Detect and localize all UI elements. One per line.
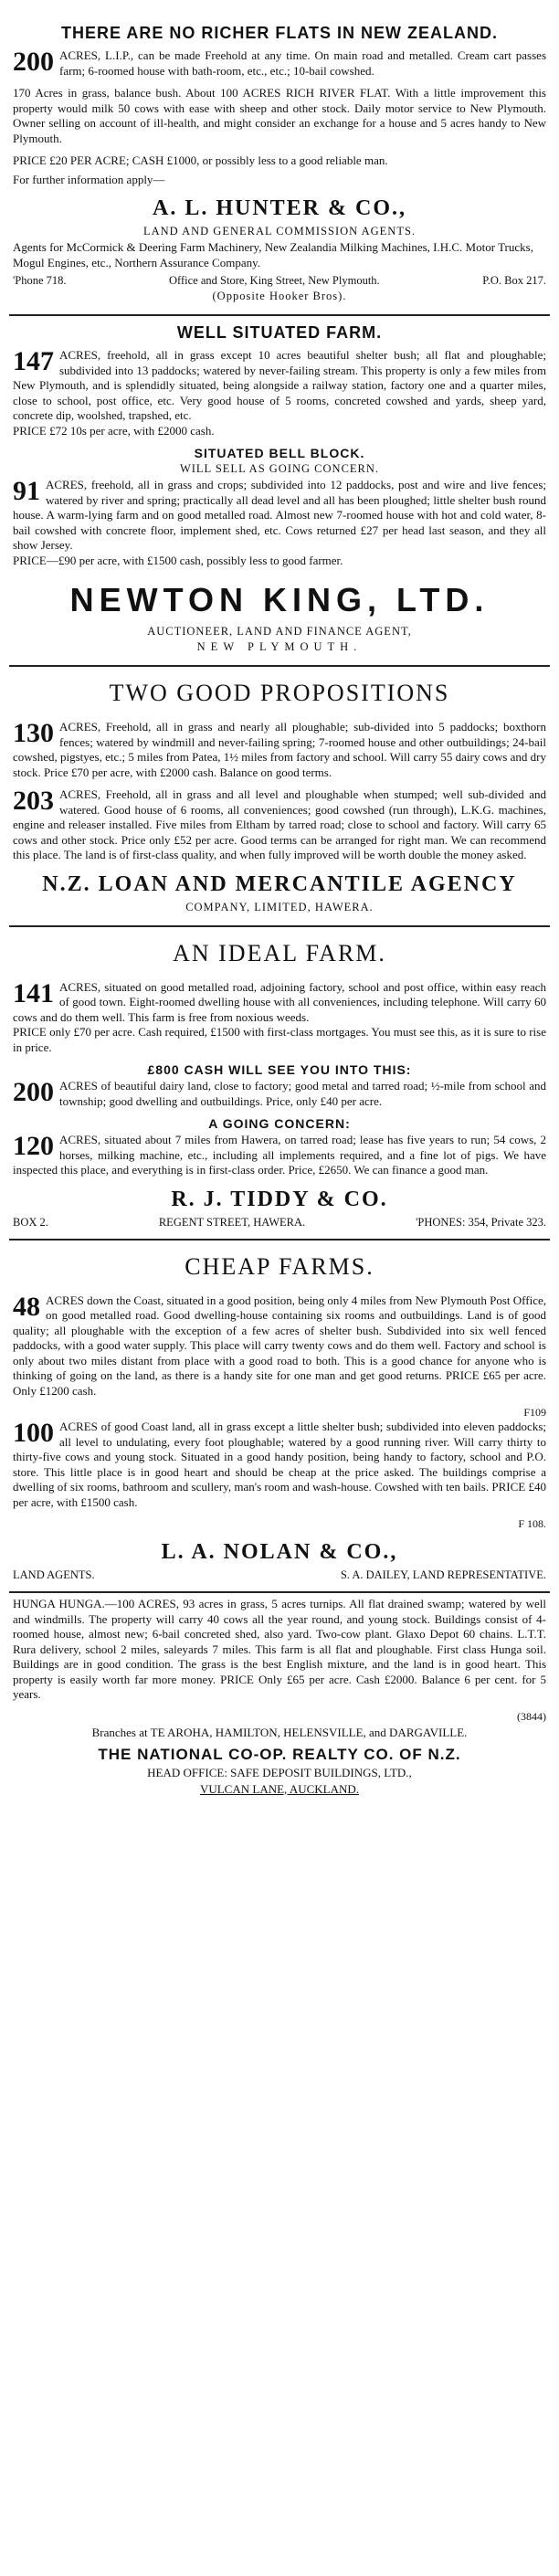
lot-acres: 130 [13,718,54,748]
lot-listing [13,720,546,780]
firm-name: THE NATIONAL CO-OP. REALTY CO. OF N.Z. [98,1745,461,1763]
ad-nolan [9,1240,550,1594]
ad-headline: AN IDEAL FARM. [173,939,386,966]
firm-subtitle: AUCTIONEER, LAND AND FINANCE AGENT, [147,625,412,638]
lot-text: ACRES, situated about 7 miles from Hawera, on tarred road; lease has five years to run; 54 cows, 2 horses, milking machine, etc., including all implements required, and a fine lot of pigs. We have inspected this place, and everything is in first-class order. Price, £2650. We can finance a good man. [13,1133,546,1177]
head-office: HEAD OFFICE: SAFE DEPOSIT BUILDINGS, LTD., [147,1765,412,1779]
lot-listing [13,48,546,79]
lot-acres: 100 [13,1418,54,1448]
firm-name: L. A. NOLAN & CO., [161,1540,398,1564]
lot-acres: 203 [13,786,54,816]
lot-acres: 200 [13,1077,54,1107]
firm-name: NEWTON KING, LTD. [69,581,490,618]
office-address: REGENT STREET, HAWERA. [158,1215,306,1229]
lot-detail: 170 Acres in grass, balance bush. About 100 ACRES RICH RIVER FLAT. With a little improvement this property would milk 50 cows with ease with sheep and other stock. Daily motor service to New Plymouth. Owner selling on account of ill-health, and might consider an exchange for a house and 5 acres handy to New Plymouth. [13,86,546,145]
po-box: BOX 2. [13,1215,48,1229]
newspaper-column [9,0,550,1808]
further-info: For further information apply— [13,172,165,186]
lot-text: ACRES, Freehold, all in grass and all level and ploughable when stumped; well sub-divided and watered. Good house of 6 rooms, all conveniences; good cowshed (run through), L.K.G. machines, engine and releaser installed. Five miles from Eltham by tarred road; close to school and factory. Will carry 65 cows and other stock. Price only £52 per acre. Good terms can be arranged for right man. We can recommend this place. The land is of first-class quality, and when fully improved will be worth double the money asked. [13,787,546,861]
ad-tiddy [9,927,550,1240]
contact-row [13,1216,546,1230]
section-subhead: A GOING CONCERN: [208,1116,351,1131]
ad-hunter [9,16,550,316]
price-line: PRICE £72 10s per acre, with £2000 cash. [13,423,215,438]
section-note: WILL SELL AS GOING CONCERN. [179,462,380,475]
lot-acres: 200 [13,47,54,77]
lot-text: ACRES down the Coast, situated in a good position, being only 4 miles from New Plymouth Post Office, on good metalled road. Good dwelling-house containing six rooms and outbuildings. Land is of good quality; all ploughable with the exception of a few acres of shelter bush. Subdivided into six well fenced paddocks, with a good water supply. This place will carry twenty cows and do them well. Factory and school is only about two miles distant from place with a good road to both. This is a good chance for anyone who is thinking of going on the land, as there is a handy site for one man and get good returns. PRICE £65 per acre. Only £1200 cash. [13,1293,546,1398]
lot-text: ACRES, Freehold, all in grass and nearly all ploughable; sub-divided into 5 paddocks; boxthorn fences; watered by windmill and never-failing spring; 7-roomed house and other outbuildings; 24-bail cowshed, pigstyes, etc.; 5 miles from Patea, 1½ miles from factory and school. Will carry 55 dairy cows and dry stock. Price £70 per acre, with £2000 cash. Balance on good terms. [13,720,546,779]
lot-acres: 48 [13,1291,40,1322]
firm-subtitle: COMPANY, LIMITED, HAWERA. [185,900,374,913]
price-line: PRICE only £70 per acre. Cash required, £1500 with first-class mortgages. You must see this, as it is sure to rise in price. [13,1025,546,1054]
lot-listing [13,348,546,438]
po-box: P.O. Box 217. [482,274,546,287]
lot-listing [13,478,546,568]
lot-listing: HUNGA HUNGA.—100 ACRES, 93 acres in grass, 5 acres turnips. All flat drained swamp; watered by well and windmills. The property will carry 40 cows all the year round, and young stock. Buildings consist of 4-roomed house, almost new; 6-bail concreted shed, also yard. Two-cow plant. Glaxo Depot 60 chains. L.T.T. Rura delivery, school 2 miles, saleyards 7 miles. This farm is all flat and ploughable. First class Hunga soil. Buildings are in good condition. The grass is the best English mixture, and the land is in good heart. This property is easily worth far more money. PRICE Only £65 per acre. Cash £2000. Balance 6 per cent. for 5 years. [13,1597,546,1701]
lot-text: ACRES, freehold, all in grass except 10 acres beautiful shelter bush; all flat and ploughable; subdivided into 13 paddocks; watered by never-failing stream. This property is only a few miles from New Plymouth, and is splendidly situated, being alongside a railway station, factory one and a quarter miles, close to school, post office, etc. Very good house of 5 rooms, concreted cowshed and yards, sheep yard, concrete dip, woolshed, trapshed, etc. [13,348,546,422]
representative: S. A. DAILEY, LAND REPRESENTATIVE. [340,1568,546,1581]
firm-name: N.Z. LOAN AND MERCANTILE AGENCY [42,871,517,896]
firm-name: A. L. HUNTER & CO., [152,196,406,220]
phone: 'Phone 718. [13,274,67,287]
lot-listing [13,1293,546,1399]
ad-headline: WELL SITUATED FARM. [176,323,383,342]
contact-row [13,1568,546,1582]
lot-reference: F 108. [518,1517,546,1530]
lot-text: ACRES of beautiful dairy land, close to factory; good metal and tarred road; ½-mile from school and township; good dwelling and outbuildings. Price, only £40 per acre. [59,1079,546,1108]
price-line: PRICE £20 PER ACRE; CASH £1000, or possibly less to a good reliable man. [13,153,388,167]
lot-acres: 120 [13,1131,54,1161]
firm-subtitle: LAND AND GENERAL COMMISSION AGENTS. [142,225,417,238]
firm-role: LAND AGENTS. [13,1568,95,1581]
head-office-address: VULCAN LANE, AUCKLAND. [199,1781,360,1796]
lot-listing [13,787,546,863]
contact-row [13,274,546,288]
ad-headline: CHEAP FARMS. [185,1252,374,1280]
office-address: Office and Store, King Street, New Plymouth. [169,274,380,287]
lot-listing [13,1133,546,1178]
ad-national-coop [9,1593,550,1808]
phone: 'PHONES: 354, Private 323. [416,1215,546,1229]
branches-line: Branches at TE AROHA, HAMILTON, HELENSVILLE, and DARGAVILLE. [91,1725,468,1739]
price-line: PRICE—£90 per acre, with £1500 cash, possibly less to good farmer. [13,553,343,567]
opposite-note: (Opposite Hooker Bros). [212,290,347,302]
ad-nz-loan [9,667,550,927]
lot-reference: F109 [523,1406,546,1419]
lot-acres: 91 [13,476,40,506]
firm-name: R. J. TIDDY & CO. [171,1187,388,1211]
lot-text: ACRES, freehold, all in grass and crops; subdivided into 12 paddocks, post and wire and live fences; watered by river and spring; practically all dead level and all has been ploughed; little shelter bush round house. A warm-lying farm and on good metalled road. Almost new 7-roomed house with hot and cold water, 8-bail cowshed with concrete floor, implement shed, etc. Cows returned £27 per head last season, and they all show Jersey. [13,478,546,552]
lot-text: ACRES of good Coast land, all in grass except a little shelter bush; subdivided into eleven paddocks; all level to undulating, every foot ploughable; watered by a good running river. Will carry thirty to thirty-five cows and young stock. Situated in a good handy position, being handy to factory, school and P.O. store. This little place is in good heart and should be cheap at the price asked. The buildings comprise a dwelling of six rooms, bathroom and scullery, man's room and wash-house. Cowshed with ten bails. PRICE £40 per acre, with £1500 cash. [13,1420,546,1509]
lot-listing [13,1420,546,1510]
firm-town: NEW PLYMOUTH. [196,640,363,653]
section-subhead: £800 CASH WILL SEE YOU INTO THIS: [147,1062,412,1077]
lot-listing [13,977,546,1056]
ad-newton-king [9,316,550,667]
lot-acres: 147 [13,346,54,376]
lot-acres: 141 [13,977,54,1008]
lot-text: ACRES, situated on good metalled road, adjoining factory, school and post office, within easy reach of good town. Eight-roomed dwelling house with all conveniences, including telephone. Will carry 60 cows and do them well. This farm is free from noxious weeds. [13,979,546,1024]
lot-reference: (3844) [517,1709,546,1723]
lot-text: ACRES, L.I.P., can be made Freehold at any time. On main road and metalled. Cream cart passes farm; 6-roomed house with bath-room, etc., etc.; 10-bail cowshed. [59,48,546,78]
agents-line: Agents for McCormick & Deering Farm Machinery, New Zealandia Milking Machines, I.H.C. Motor Trucks, Mogul Engines, etc., Northern Assurance Company. [13,240,533,269]
ad-headline: THERE ARE NO RICHER FLATS IN NEW ZEALAND. [61,24,498,42]
ad-headline: TWO GOOD PROPOSITIONS [109,680,450,706]
lot-listing [13,1079,546,1109]
section-subhead: SITUATED BELL BLOCK. [194,446,365,460]
